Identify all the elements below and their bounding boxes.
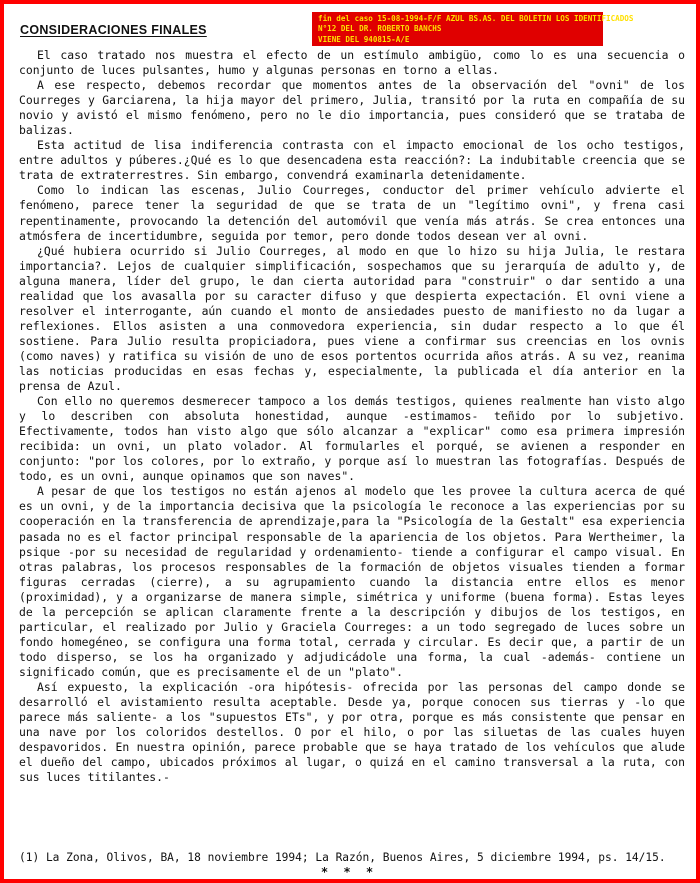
body-text <box>19 48 685 785</box>
stamp-line-2: N°12 DEL DR. ROBERTO BANCHS <box>318 24 442 34</box>
paragraph-3: Esta actitud de lisa indiferencia contrasta con el impacto emocional de los ocho testigos, entre adultos y púberes.¿Qué es lo que desencadena esta reacción?: La indubitable creencia que se trata de extraterrestres. Sin embargo, convendrá examinarla detenidamente. <box>19 138 685 183</box>
stamp-line-3: VIENE DEL 940815-A/E <box>318 34 410 44</box>
footnote: (1) La Zona, Olivos, BA, 18 noviembre 1994; La Razón, Buenos Aires, 5 diciembre 1994, ps. 14/15. <box>19 851 666 864</box>
paragraph-7: A pesar de que los testigos no están ajenos al modelo que les provee la cultura acerca de qué es un ovni, y de la importancia decisiva que la psicología le reconoce a las experiencias por su cooperación en la transferencia de aprendizaje,para la "Psicología de la Gestalt" esa experiencia pasada no es el factor principal responsable de la apariencia de los objetos. Para Wertheimer, la psique -por su necesidad de regularidad y ordenamiento- tiende a configurar el campo visual. En otras palabras, los procesos responsables de la formación de objetos visuales tienden a formar figuras cerradas (cierre), a su agrupamiento cuando la distancia entre ellos es menor (proximidad), y a organizarse de manera simple, simétrica y uniforme (buena forma). Estas leyes de la percepción se aplican claramente frente a la descripción y dibujos de los testigos, en particular, el realizado por Julio y Graciela Courreges: a un todo segregado de luces sobre un fondo homegéneo, se configura una forma total, cerrada y circular. Es decir que, a partir de un todo disperso, se los ha organizado y adjudicádole una forma, la cual -además- contiene un significado común, que es precisamente el de un "plato". <box>19 484 685 679</box>
section-title: CONSIDERACIONES FINALES <box>20 23 207 37</box>
document-page <box>4 4 696 879</box>
stamp-line-1: fin del caso 15-08-1994-F/F AZUL BS.AS. DEL BOLETIN LOS IDENTIFICADOS <box>318 14 634 23</box>
case-stamp <box>312 12 634 46</box>
paragraph-8: Así expuesto, la explicación -ora hipótesis- ofrecida por las personas del campo donde se desarrolló el avistamiento resulta aceptable. Desde ya, porque conocen sus tierras y -lo que parece más saliente- a los "supuestos ETs", y por otra, porque es más consistente que pensar en una nave por los coloridos destellos. O por el hilo, o por las siluetas de las cuales huyen despavoridos. En nuestra opinión, parece probable que se haya tratado de los vehículos que alude el dueño del campo, ubicados próximos al lugar, o quizá en el camino transversal a la ruta, con sus luces titilantes.- <box>19 679 685 785</box>
paragraph-6: Con ello no queremos desmerecer tampoco a los demás testigos, quienes realmente han visto algo y lo describen con absoluta honestidad, aunque -estimamos- teñido por lo subjetivo. Efectivamente, todos han visto algo que sólo alcanzar a "explicar" como esa primera impresión recibida: un ovni, un plato volador. Al formularles el porqué, se avienen a responder en conjunto: "por los colores, por lo extraño, y porque así lo muestran las fotografías. Después de todo, es un ovni, aunque opinamos que son naves". <box>19 394 685 484</box>
paragraph-5: ¿Qué hubiera ocurrido si Julio Courreges, al modo en que lo hizo su hija Julia, le restara importancia?. Lejos de cualquier simplificación, sospechamos que su jerarquía de adulto y, de alguna manera, líder del grupo, le dan cierta autoridad para "construir" o dar sentido a una realidad que los avasalla por su caracter difuso y que despierta expectación. El ovni viene a resolver el interrogante, aún cuando el monto de ansiedades puesto de manifiesto no da lugar a reflexiones. Ellos asisten a una conmovedora experiencia, sin dudar respecto a lo que él sostiene. Para Julio resulta propiciadora, pues viene a confirmar sus creencias en los ovnis (como naves) y ratifica su visión de uno de esos portentos ocurrida años atrás. A su vez, reanima las noticias producidas en esas fechas y, especialmente, la publicada el día anterior en la prensa de Azul. <box>19 243 685 394</box>
paragraph-2: A ese respecto, debemos recordar que momentos antes de la observación del "ovni" de los Courreges y Garciarena, la hija mayor del primero, Julia, transitó por la ruta en compañía de su novio y avistó el mismo fenómeno, pero no le dio importancia, pues consideró que se trataba de balizas. <box>19 78 685 138</box>
paragraph-4: Como lo indican las escenas, Julio Courreges, conductor del primer vehículo advierte el fenómeno, parece tener la seguridad de que se trata de un "legítimo ovni", y frena casi repentinamente, provocando la detención del automóvil que venía más atrás. Se crea entonces una atmósfera de incertidumbre, seguida por temor, pero donde todos desean ver al ovni. <box>19 183 685 243</box>
paragraph-1: El caso tratado nos muestra el efecto de un estímulo ambigüo, como lo es una secuencia o conjunto de luces pulsantes, humo y algunas personas en torno a ellas. <box>19 48 685 78</box>
section-end-stars: * * * <box>321 865 379 879</box>
